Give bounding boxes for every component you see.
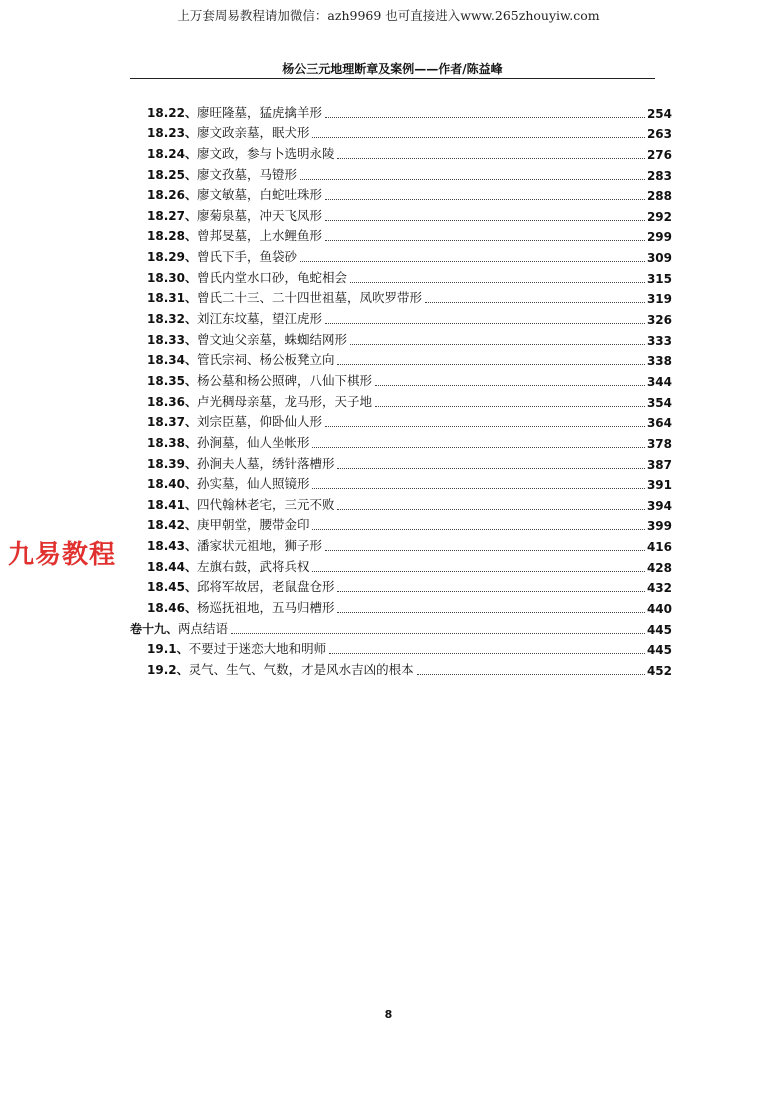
toc-entry-number: 18.35、 [147,373,197,388]
dot-leader [325,323,645,324]
toc-entry[interactable] [130,472,672,493]
toc-entry-title: 曾氏二十三、二十四世祖墓，凤吹罗带形 [196,290,422,306]
toc-entry[interactable] [130,244,672,265]
toc-entry-title: 杨巡抚祖地，五马归槽形 [196,600,335,616]
dot-leader [425,302,645,303]
toc-entry-title: 孙涧墓，仙人坐帐形 [196,434,310,450]
toc-entry-page: 333 [646,333,672,348]
dot-leader [231,633,645,634]
toc-entry[interactable] [130,265,672,286]
toc-entry-title: 邱将军故居，老鼠盘仓形 [196,579,335,595]
dot-leader [325,117,645,118]
toc-entry-title: 孙涧夫人墓，绣针落槽形 [196,455,335,471]
toc-entry-title: 左旗右鼓，武将兵权 [196,558,310,574]
dot-leader [325,199,645,200]
dot-leader [312,488,644,489]
dot-leader [312,447,644,448]
toc-entry-title: 廖文孜墓，马镫形 [196,166,297,182]
watermark-logo: 九易教程 [8,540,117,570]
toc-entry-page: 315 [646,271,672,286]
toc-entry-title: 曾邦旻墓，上水鲤鱼形 [196,228,322,244]
toc-entry-page: 263 [646,127,672,142]
dot-leader [337,468,644,469]
table-of-contents [130,100,672,678]
dot-leader [375,385,645,386]
toc-entry-number: 18.22、 [147,105,197,120]
toc-entry-title: 杨公墓和杨公照碑，八仙下棋形 [196,372,372,388]
toc-entry-number: 18.39、 [147,456,197,471]
toc-entry-page: 354 [646,395,672,410]
toc-entry-title: 潘家状元祖地，狮子形 [196,538,322,554]
toc-entry-number: 18.43、 [147,539,197,554]
toc-entry-page: 445 [646,643,672,658]
toc-entry-title: 廖文政亲墓，眠犬形 [196,125,310,141]
toc-entry-page: 428 [646,560,672,575]
toc-entry-page: 276 [646,147,672,162]
toc-entry-number: 18.25、 [147,167,197,182]
toc-entry-page: 394 [646,498,672,513]
toc-entry-title: 不要过于迷恋大地和明师 [188,641,327,657]
toc-entry-title: 孙实墓，仙人照镜形 [196,476,310,492]
dot-leader [337,591,644,592]
toc-entry-number: 19.2、 [147,662,189,677]
toc-entry-page: 283 [646,168,672,183]
dot-leader [375,406,645,407]
toc-entry-number: 18.24、 [147,146,197,161]
top-banner: 上万套周易教程请加微信：azh9969 也可直接进入www.265zhouyiw.com [177,8,600,23]
toc-entry[interactable] [130,286,672,307]
dot-leader [312,571,644,572]
toc-entry-title: 四代翰林老宅，三元不败 [196,496,335,512]
toc-entry[interactable] [130,224,672,245]
toc-entry-number: 18.45、 [147,580,197,595]
dot-leader [300,179,645,180]
toc-entry-page: 445 [646,622,672,637]
running-header: 杨公三元地理断章及案例——作者/陈益峰 [282,62,503,76]
toc-entry-page: 292 [646,209,672,224]
toc-entry-number: 18.36、 [147,394,197,409]
dot-leader [325,426,645,427]
toc-entry[interactable] [130,451,672,472]
toc-entry-title: 曾氏下手，鱼袋砂 [196,249,297,265]
dot-leader [329,653,645,654]
dot-leader [325,220,645,221]
dot-leader [300,261,645,262]
toc-chapter-entry[interactable] [130,616,672,637]
toc-entry-number: 18.31、 [147,291,197,306]
toc-entry[interactable] [130,410,672,431]
toc-entry-title: 庚甲朝堂，腰带金印 [196,517,310,533]
toc-entry-number: 18.40、 [147,477,197,492]
dot-leader [350,282,645,283]
toc-entry-title: 灵气、生气、气数，才是风水吉凶的根本 [188,661,414,677]
toc-entry-page: 364 [646,416,672,431]
toc-entry-number: 18.23、 [147,126,197,141]
toc-entry-number: 18.29、 [147,250,197,265]
toc-entry-number: 18.26、 [147,188,197,203]
dot-leader [337,364,644,365]
dot-leader [312,137,644,138]
toc-entry-number: 18.32、 [147,312,197,327]
toc-entry-page: 399 [646,519,672,534]
toc-entry-page: 338 [646,354,672,369]
dot-leader [337,158,644,159]
toc-entry[interactable] [130,306,672,327]
toc-entry-number: 18.46、 [147,601,197,616]
toc-entry-number: 18.41、 [147,497,197,512]
toc-entry-title: 曾氏内堂水口砂，龟蛇相会 [196,269,347,285]
toc-entry-page: 288 [646,189,672,204]
toc-entry[interactable] [130,141,672,162]
toc-entry-title: 刘宗臣墓，仰卧仙人形 [196,414,322,430]
dot-leader [312,529,644,530]
header-rule [130,78,655,79]
dot-leader [325,550,645,551]
toc-entry-number: 18.34、 [147,353,197,368]
dot-leader [417,674,645,675]
toc-entry-title: 刘江东坟墓，望江虎形 [196,311,322,327]
toc-entry-number: 19.1、 [147,642,189,657]
toc-entry-number: 18.38、 [147,435,197,450]
toc-entry[interactable] [130,183,672,204]
toc-entry[interactable] [130,327,672,348]
toc-entry-page: 387 [646,457,672,472]
toc-entry-page: 319 [646,292,672,307]
toc-entry[interactable] [130,348,672,369]
toc-entry-page: 378 [646,436,672,451]
toc-entry-page: 452 [646,663,672,678]
dot-leader [337,612,644,613]
toc-entry-page: 416 [646,540,672,555]
toc-entry[interactable] [130,554,672,575]
toc-entry-title: 管氏宗祠、杨公板凳立向 [196,352,335,368]
toc-entry-title: 廖旺隆墓，猛虎擒羊形 [196,104,322,120]
toc-entry-page: 391 [646,478,672,493]
toc-entry[interactable] [130,430,672,451]
toc-entry-number: 18.27、 [147,208,197,223]
page-number: 8 [384,1008,393,1021]
toc-entry-title: 廖文政，参与卜选明永陵 [196,145,335,161]
toc-entry-page: 309 [646,251,672,266]
toc-entry-title: 曾文辿父亲墓，蛛蜘结网形 [196,331,347,347]
toc-entry[interactable] [130,657,672,678]
toc-entry-title: 廖菊泉墓，冲天飞凤形 [196,207,322,223]
toc-entry[interactable] [130,575,672,596]
dot-leader [337,509,644,510]
toc-entry[interactable] [130,513,672,534]
toc-entry-number: 18.44、 [147,559,197,574]
toc-entry-number: 18.28、 [147,229,197,244]
toc-entry-page: 440 [646,602,672,617]
toc-entry[interactable] [130,389,672,410]
toc-entry[interactable] [130,368,672,389]
toc-entry-number: 18.42、 [147,518,197,533]
toc-entry[interactable] [130,203,672,224]
toc-entry[interactable] [130,492,672,513]
toc-entry-number: 18.30、 [147,270,197,285]
toc-entry-page: 344 [646,374,672,389]
toc-entry-page: 326 [646,313,672,328]
toc-entry-page: 299 [646,230,672,245]
toc-entry[interactable] [130,121,672,142]
toc-entry-title: 卢光稠母亲墓，龙马形，天子地 [196,393,372,409]
toc-entry[interactable] [130,100,672,121]
dot-leader [325,240,645,241]
toc-entry-number: 卷十九、 [130,621,179,636]
toc-entry[interactable] [130,162,672,183]
toc-entry-title: 两点结语 [178,620,229,636]
toc-entry-page: 254 [646,106,672,121]
toc-entry-number: 18.37、 [147,415,197,430]
toc-entry-number: 18.33、 [147,332,197,347]
toc-entry-page: 432 [646,581,672,596]
toc-entry[interactable] [130,595,672,616]
dot-leader [350,344,645,345]
toc-entry[interactable] [130,533,672,554]
toc-entry[interactable] [130,637,672,658]
toc-entry-title: 廖文敏墓，白蛇吐珠形 [196,187,322,203]
